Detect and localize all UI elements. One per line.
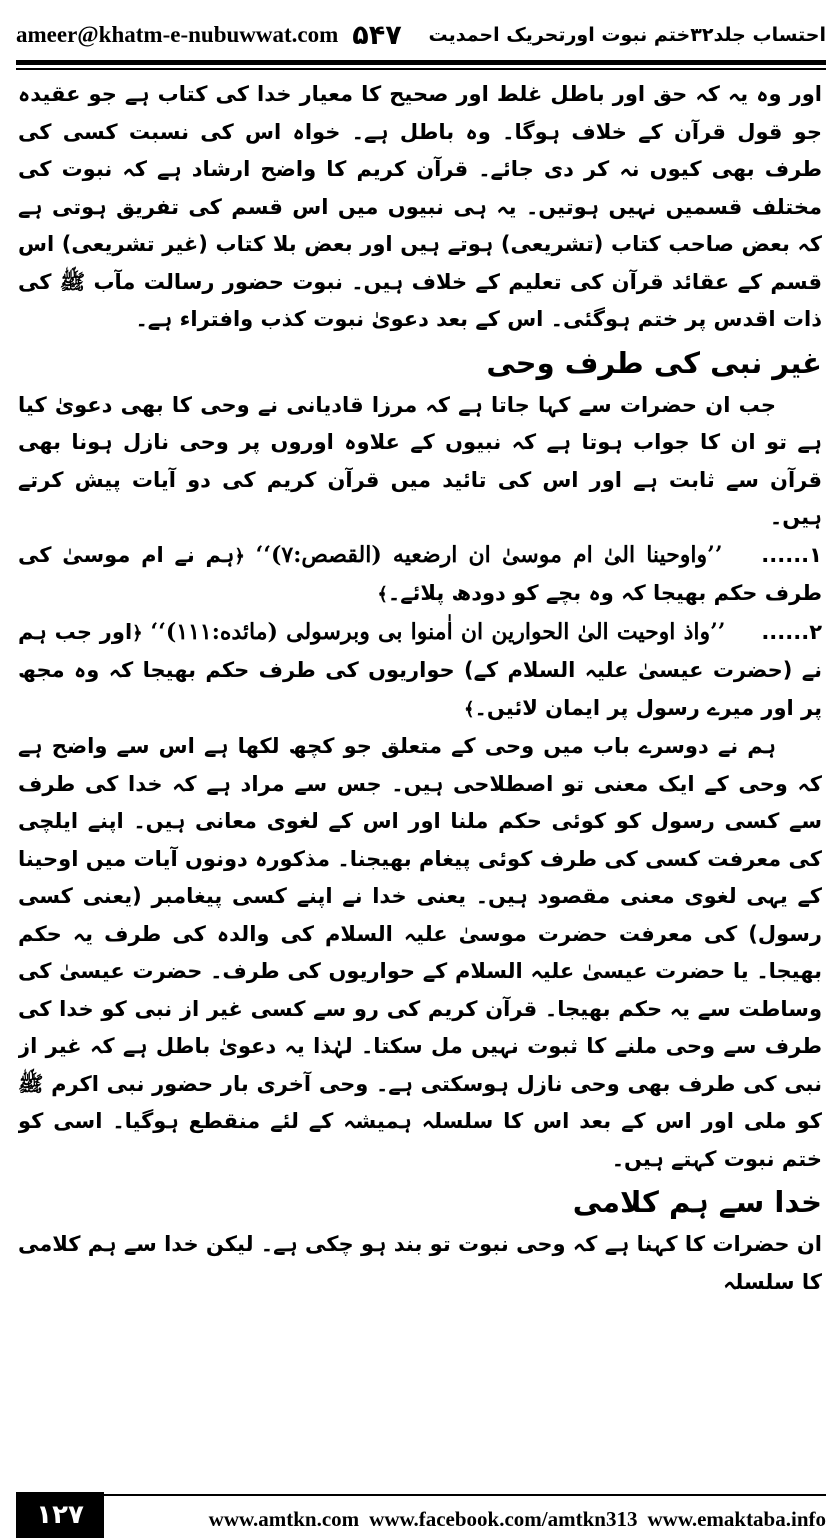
- paragraph-4: ان حضرات کا کہنا ہے کہ وحی نبوت تو بند ہو چکی ہے۔ لیکن خدا سے ہم کلامی کا سلسلہ: [18, 1232, 822, 1294]
- footer-link-emaktaba[interactable]: www.emaktaba.info: [647, 1506, 826, 1531]
- footer-page-number: ۱۲۷: [16, 1492, 104, 1538]
- paragraph-2: جب ان حضرات سے کہا جاتا ہے کہ مرزا قادیانی نے وحی کا بھی دعویٰ کیا ہے تو ان کا جواب ہوتا ہے کہ نبیوں کے علاوہ اوروں پر وحی نازل ہونا بھی قرآن سے ثابت ہے اور اس کی تائید میں قرآن کریم کی دو آیات پیش کرتے ہیں۔: [18, 392, 822, 529]
- verse-2-translation: اور جب ہم نے (حضرت عیسیٰ علیہ السلام کے) حواریوں کی طرف حکم بھیجا کہ وہ مجھ پر اور میرے رسول پر ایمان لائیں۔: [18, 619, 822, 720]
- verse-1-translation: ہم نے ام موسیٰ کی طرف حکم بھیجا کہ وہ بچے کو دودھ پلائے۔: [18, 542, 822, 605]
- verse-1-bracket-open: ﴿: [234, 545, 245, 567]
- verse-2-arabic: ’’واذ اوحیت الیٰ الحوارین ان اٰمنوا بی وبرسولی (مائده:۱۱۱)‘‘: [150, 618, 726, 645]
- verse-1-arabic: ’’واوحینا الیٰ ام موسیٰ ان ارضعیه (القصص:۷)‘‘: [255, 541, 723, 568]
- verse-1-number: ۱......: [761, 542, 822, 567]
- verse-2-number: ۲......: [761, 619, 822, 644]
- paragraph-1: اور وہ یہ کہ حق اور باطل غلط اور صحیح کا معیار خدا کی کتاب ہے جو عقیدہ جو قول قرآن کے خلاف ہوگا۔ وہ باطل ہے۔ خواہ اس کی نسبت کسی کی طرف بھی کیوں نہ کر دی جائے۔ قرآن کریم کا واضح ارشاد ہے کہ نبوت کی مختلف قسمیں نہیں ہوتیں۔ یہ ہی نبیوں میں اس قسم کی تفریق ہوتی ہے کہ بعض صاحب کتاب (تشریعی) ہوتے ہیں اور بعض بلا کتاب (غیر تشریعی) اس قسم کے عقائد قرآن کی تعلیم کے خلاف ہیں۔ نبوت حضور رسالت مآب ﷺ کی ذات اقدس پر ختم ہوگئی۔ اس کے بعد دعویٰ نبوت کذب وافتراء ہے۔: [18, 82, 822, 331]
- header-left: [16, 20, 402, 51]
- verse-2-bracket-close: ﴾: [464, 698, 475, 720]
- header-book-title: احتساب جلد۳۲ختم نبوت اورتحریک احمدیت: [428, 24, 826, 46]
- header-rule-thin: [16, 68, 826, 70]
- header-email[interactable]: ameer@khatm-e-nubuwwat.com: [16, 22, 339, 47]
- header-page-number: ۵۴۷: [352, 19, 402, 51]
- verse-1: [18, 537, 822, 614]
- footer-links: [112, 1502, 826, 1536]
- paragraph-3: ہم نے دوسرے باب میں وحی کے متعلق جو کچھ لکھا ہے اس سے واضح ہے کہ وحی کے ایک معنی تو اصطلاحی ہیں۔ جس سے مراد ہے کہ خدا کی طرف سے کسی رسول کو کوئی حکم ملنا اور اس کے لغوی معانی ہیں۔ اپنے ایلچی کی معرفت کسی کی طرف کوئی پیغام بھیجنا۔ مذکورہ دونوں آیات میں اوحینا کے یہی لغوی معنی مقصود ہیں۔ یعنی خدا نے اپنے کسی پیغامبر (یعنی کسی رسول) کی معرفت حضرت موسیٰ علیہ السلام کی والدہ کی طرف یہ حکم بھیجا۔ یا حضرت عیسیٰ علیہ السلام کے حواریوں کی طرف۔ حضرت عیسیٰ کی وساطت سے یہ حکم بھیجا۔ قرآن کریم کی رو سے کسی غیر از نبی کو خدا کی طرف سے وحی ملنے کا ثبوت نہیں مل سکتا۔ لہٰذا یہ دعویٰ باطل ہے کہ غیر از نبی کی طرف بھی وحی نازل ہوسکتی ہے۔ وحی آخری بار حضور نبی اکرم ﷺ کو ملی اور اس کے بعد اس کا سلسلہ ہمیشہ کے لئے منقطع ہوگیا۔ اسی کو ختم نبوت کہتے ہیں۔: [18, 734, 822, 1171]
- header-rule-thick: [16, 60, 826, 65]
- section-heading-ham-kalami: خدا سے ہم کلامی: [572, 1185, 822, 1219]
- page-header: [16, 14, 826, 56]
- verse-2: [18, 614, 822, 729]
- footer-rule: [16, 1494, 826, 1496]
- verse-2-bracket-open: ﴿: [132, 622, 143, 644]
- page-body: [18, 76, 822, 1456]
- footer-link-amtkn[interactable]: www.amtkn.com: [208, 1506, 360, 1531]
- verse-1-bracket-close: ﴾: [377, 584, 388, 605]
- section-heading-wahi: غیر نبی کی طرف وحی: [486, 345, 822, 380]
- footer-link-facebook[interactable]: www.facebook.com/amtkn313: [369, 1506, 638, 1531]
